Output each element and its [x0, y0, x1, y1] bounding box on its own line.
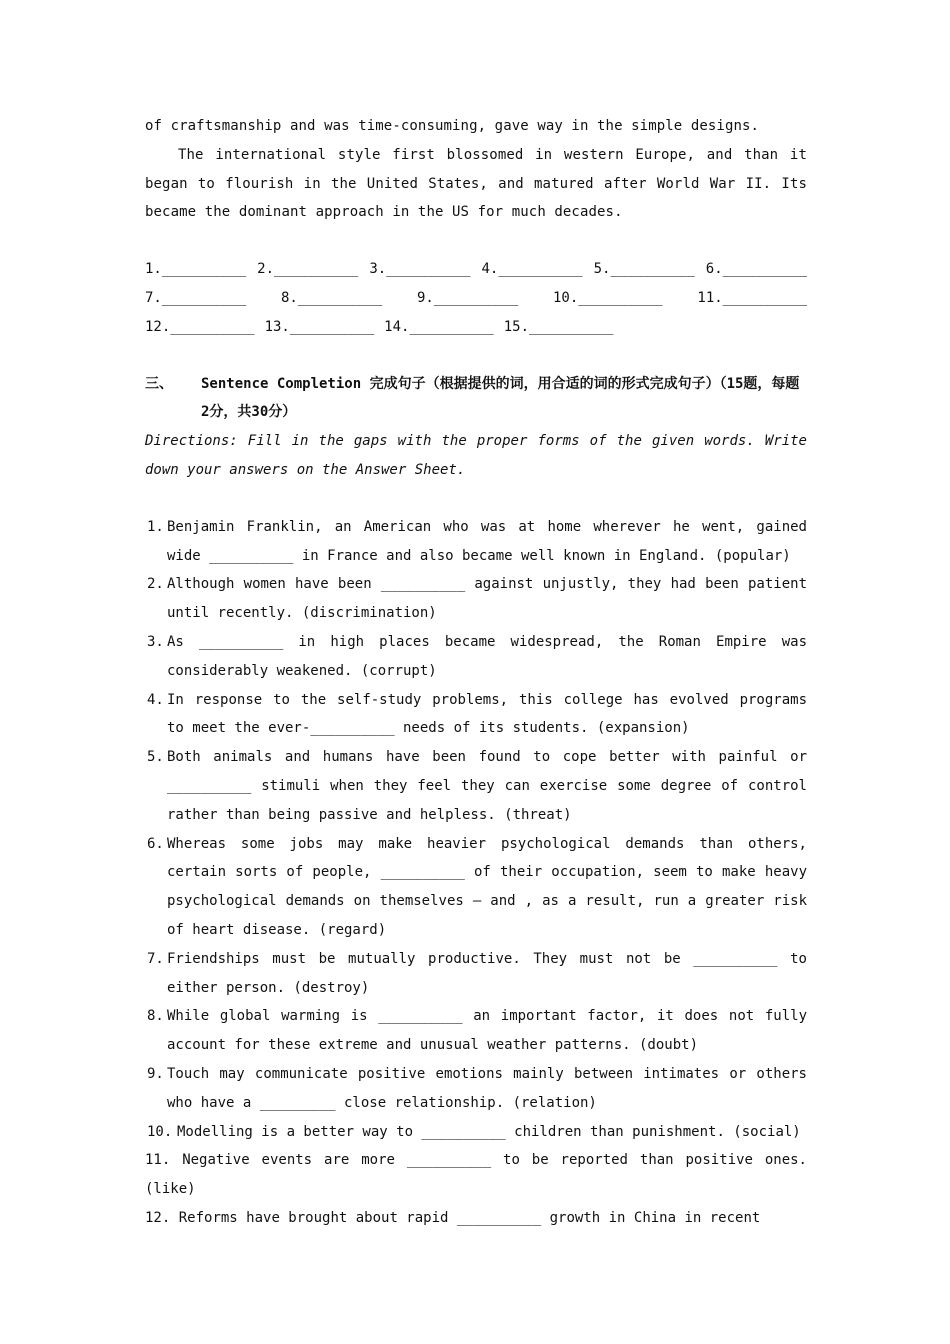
answer-blank: 14.__________ — [384, 318, 494, 335]
section-heading — [145, 370, 807, 428]
section-three — [145, 370, 807, 485]
item-text: Touch may communicate positive emotions mainly between intimates or others who have a _________ close relationship. (relation) — [167, 1065, 807, 1111]
list-item — [145, 830, 807, 945]
list-item — [145, 945, 807, 1003]
item-text: In response to the self-study problems, this college has evolved programs to meet the ever-__________ needs of its students. (expansion) — [167, 691, 807, 737]
answer-blank: 9.__________ — [417, 289, 519, 306]
answer-blank: 4.__________ — [481, 261, 583, 278]
item-text: Benjamin Franklin, an American who was at home wherever he went, gained wide __________ in France and also became well known in England. (popular) — [167, 518, 807, 564]
item-text: Negative events are more __________ to be reported than positive ones. (like) — [145, 1152, 807, 1198]
answer-blanks — [145, 255, 807, 341]
item-number: 11. — [145, 1152, 171, 1169]
list-item — [145, 1060, 807, 1118]
item-number: 1. — [147, 518, 164, 535]
item-text: Both animals and humans have been found to cope better with painful or __________ stimuli when they feel they can exercise some degree of control rather than being passive and helpless. (threat) — [167, 749, 807, 823]
item-number: 8. — [147, 1008, 164, 1025]
answer-blank: 8.__________ — [281, 289, 383, 306]
item-number: 12. — [145, 1209, 171, 1226]
list-item — [145, 1118, 807, 1147]
passage-paragraph: The international style first blossomed in western Europe, and than it began to flourish in the United States, and matured after World War II. Its became the dominant approach in the US for much decades. — [145, 146, 807, 221]
item-text: As __________ in high places became widespread, the Roman Empire was considerably weakened. (corrupt) — [167, 633, 807, 679]
answer-row — [145, 255, 807, 284]
sentence-items — [145, 513, 807, 1233]
list-item — [145, 628, 807, 686]
answer-row — [145, 284, 807, 313]
item-number: 9. — [147, 1065, 164, 1082]
item-number: 7. — [147, 950, 164, 967]
item-number: 2. — [147, 576, 164, 593]
item-text: Reforms have brought about rapid __________ growth in China in recent — [178, 1209, 761, 1226]
list-item — [145, 1146, 807, 1204]
answer-row — [145, 313, 807, 342]
answer-blank: 1.__________ — [145, 261, 247, 278]
item-text: Whereas some jobs may make heavier psychological demands than others, certain sorts of people, __________ of their occupation, seem to make heavy psychological demands on themselves – and , as a result, run a greater risk of heart disease. (regard) — [167, 835, 807, 938]
answer-blank: 7.__________ — [145, 289, 247, 306]
list-item — [145, 570, 807, 628]
list-item — [145, 513, 807, 571]
item-text: Friendships must be mutually productive. They must not be __________ to either person. (destroy) — [167, 950, 807, 996]
section-number: 三、 — [145, 375, 173, 392]
answer-blank: 15.__________ — [503, 318, 614, 335]
document-page — [145, 112, 807, 1233]
list-item — [145, 686, 807, 744]
answer-blank: 3.__________ — [369, 261, 471, 278]
answer-blank: 13.__________ — [264, 318, 375, 335]
answer-blank: 5.__________ — [593, 261, 695, 278]
list-item — [145, 743, 807, 829]
item-number: 10. — [147, 1123, 173, 1140]
list-item — [145, 1204, 807, 1233]
item-text: While global warming is __________ an important factor, it does not fully account for these extreme and unusual weather patterns. (doubt) — [167, 1008, 807, 1054]
answer-blank: 6.__________ — [705, 261, 807, 278]
answer-blank: 11.__________ — [697, 289, 807, 306]
answer-blank: 10.__________ — [553, 289, 663, 306]
item-number: 3. — [147, 633, 164, 650]
item-text: Modelling is a better way to __________ children than punishment. (social) — [177, 1123, 801, 1140]
answer-blank: 2.__________ — [257, 261, 359, 278]
answer-blank: 12.__________ — [145, 318, 255, 335]
passage-line: of craftsmanship and was time-consuming, gave way in the simple designs. — [145, 118, 760, 134]
section-directions: Directions: Fill in the gaps with the proper forms of the given words. Write down your answers on the Answer Sheet. — [145, 433, 807, 478]
section-title: Sentence Completion 完成句子（根据提供的词，用合适的词的形式完成句子）（15题，每题2分，共30分） — [201, 375, 800, 421]
item-number: 6. — [147, 835, 164, 852]
item-number: 4. — [147, 691, 164, 708]
item-text: Although women have been __________ against unjustly, they had been patient until recently. (discrimination) — [167, 576, 807, 622]
list-item — [145, 1002, 807, 1060]
item-number: 5. — [147, 749, 164, 766]
